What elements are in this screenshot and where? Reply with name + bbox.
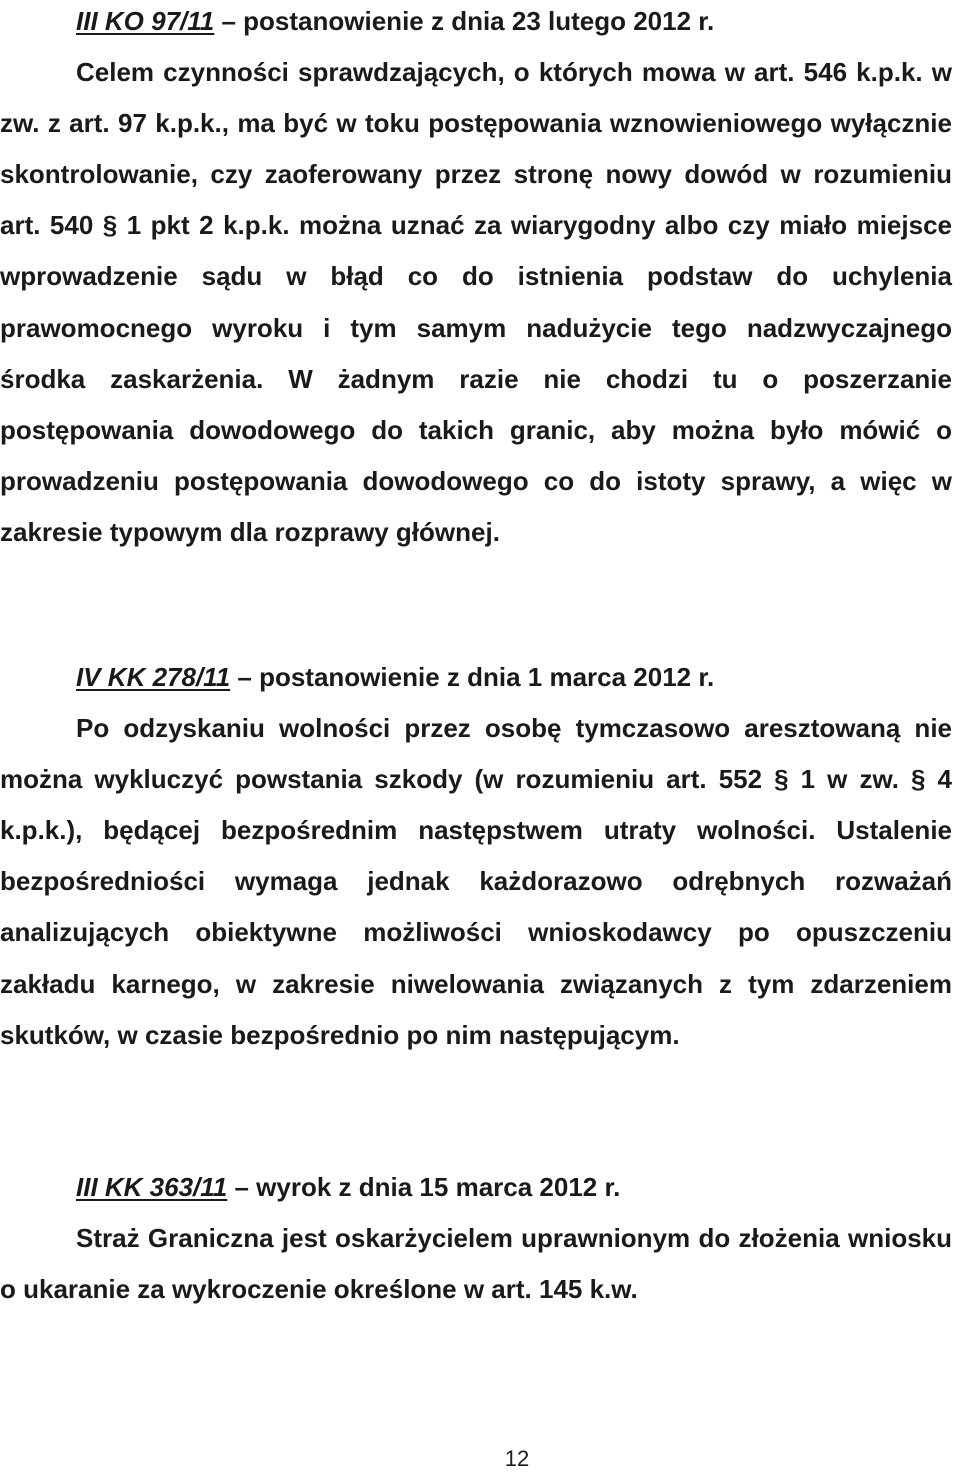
case-signature: IV KK 278/11	[76, 662, 231, 692]
page-number: 12	[504, 1446, 530, 1471]
ruling-heading	[76, 652, 952, 703]
ruling-type-date: – postanowienie z dnia 23 lutego 2012 r.	[214, 6, 715, 36]
ruling-thesis: Celem czynności sprawdzających, o których mowa w art. 546 k.p.k. w zw. z art. 97 k.p.k., ma być w toku postępowania wznowieniowego wyłącznie skontrolowanie, czy zaoferowany przez stronę nowy dowód w rozumieniu art. 540 § 1 pkt 2 k.p.k. można uznać za wiarygodny albo czy miało miejsce wprowadzenie sądu w błąd co do istnienia podstaw do uchylenia prawomocnego wyroku i tym samym nadużycie tego nadzwyczajnego środka zaskarżenia. W żadnym razie nie chodzi tu o poszerzanie postępowania dowodowego do takich granic, aby można było mówić o prowadzeniu postępowania dowodowego co do istoty sprawy, a więc w zakresie typowym dla rozprawy głównej.	[0, 57, 952, 547]
ruling-entry-1	[0, 0, 952, 558]
ruling-type-date: – postanowienie z dnia 1 marca 2012 r.	[230, 662, 715, 692]
ruling-heading	[76, 1162, 952, 1213]
ruling-entry-2	[0, 652, 952, 1061]
ruling-entry-3	[0, 1162, 952, 1315]
ruling-type-date: – wyrok z dnia 15 marca 2012 r.	[227, 1172, 621, 1202]
ruling-thesis: Straż Graniczna jest oskarżycielem uprawnionym do złożenia wniosku o ukaranie za wykroczenie określone w art. 145 k.w.	[0, 1223, 952, 1305]
ruling-thesis: Po odzyskaniu wolności przez osobę tymczasowo aresztowaną nie można wykluczyć powstania szkody (w rozumieniu art. 552 § 1 w zw. § 4 k.p.k.), będącej bezpośrednim następstwem utraty wolności. Ustalenie bezpośredniości wymaga jednak każdorazowo odrębnych rozważań analizujących obiektywne możliwości wnioskodawcy po opuszczeniu zakładu karnego, w zakresie niwelowania związanych z tym zdarzeniem skutków, w czasie bezpośrednio po nim następującym.	[0, 713, 952, 1050]
case-signature: III KO 97/11	[76, 6, 215, 36]
case-signature: III KK 363/11	[76, 1172, 228, 1202]
ruling-heading	[76, 0, 952, 47]
